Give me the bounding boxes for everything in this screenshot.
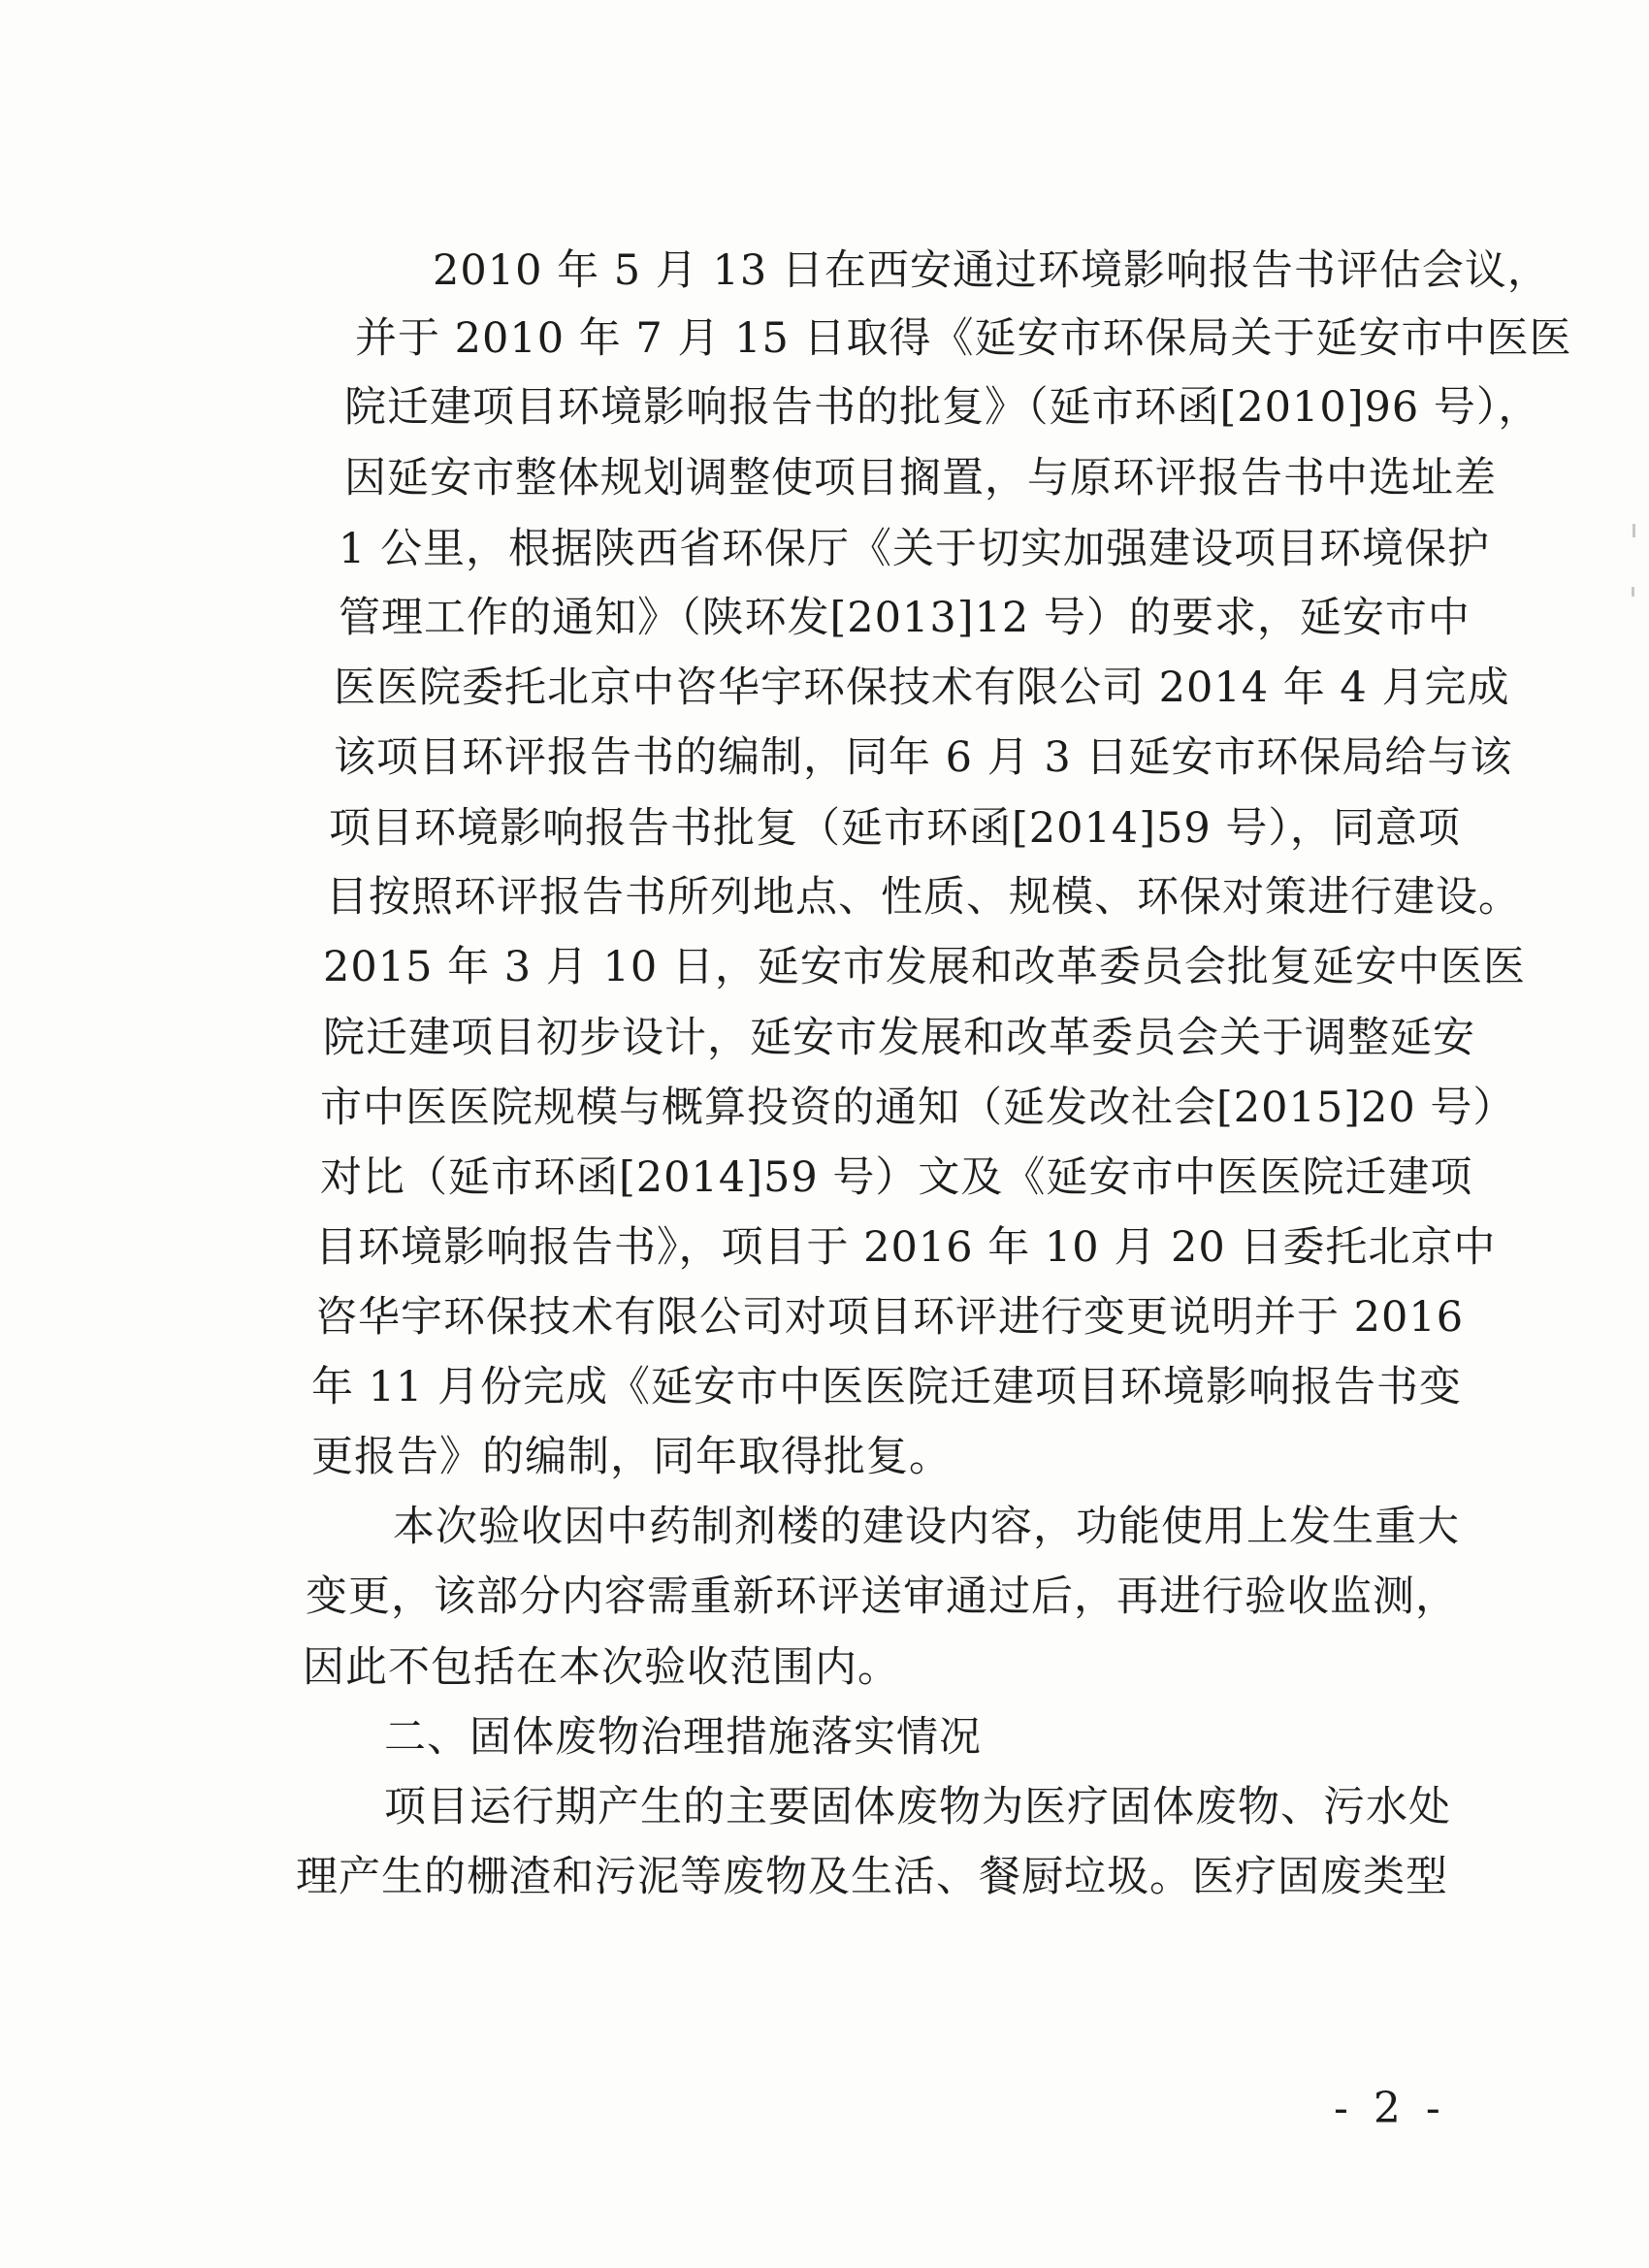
text-line: 理产生的栅渣和污泥等废物及生活、餐厨垃圾。医疗固废类型 (296, 1853, 1448, 1901)
text-line: 并于 2010 年 7 月 15 日取得《延安市环保局关于延安市中医医 (355, 314, 1572, 363)
text-line: 咨华宇环保技术有限公司对项目环评进行变更说明并于 2016 (315, 1293, 1465, 1342)
text-line: 1 公里，根据陕西省环保厅《关于切实加强建设项目环境保护 (339, 525, 1491, 573)
text-line: 该项目环评报告书的编制，同年 6 月 3 日延安市环保局给与该 (334, 733, 1513, 782)
text-line: 市中医医院规模与概算投资的通知（延发改社会[2015]20 号） (320, 1084, 1516, 1132)
page-number: - 2 - (1334, 2084, 1446, 2133)
section-heading: 二、固体废物治理措施落实情况 (384, 1713, 982, 1762)
text-line: 对比（延市环函[2014]59 号）文及《延安市中医医院迁建项 (320, 1153, 1473, 1202)
text-line: 管理工作的通知》（陕环发[2013]12 号）的要求，延安市中 (339, 594, 1471, 642)
text-line: 目按照环评报告书所列地点、性质、规模、环保对策进行建设。 (326, 873, 1521, 922)
text-line: 院迁建项目环境影响报告书的批复》（延市环函[2010]96 号）， (344, 383, 1541, 432)
text-line: 本次验收因中药制剂楼的建设内容，功能使用上发生重大 (393, 1503, 1460, 1551)
text-line: 项目环境影响报告书批复（延市环函[2014]59 号），同意项 (329, 804, 1461, 853)
text-line: 2015 年 3 月 10 日，延安市发展和改革委员会批复延安中医医 (323, 943, 1526, 991)
text-line: 年 11 月份完成《延安市中医医院迁建项目环境影响报告书变 (311, 1363, 1463, 1411)
scan-mark (1632, 587, 1634, 597)
text-line: 因延安市整体规划调整使项目搁置，与原环评报告书中选址差 (344, 454, 1497, 502)
text-line: 更报告》的编制，同年取得批复。 (311, 1433, 952, 1481)
text-line: 医医院委托北京中咨华宇环保技术有限公司 2014 年 4 月完成 (334, 664, 1510, 712)
text-line: 目环境影响报告书》，项目于 2016 年 10 月 20 日委托北京中 (315, 1223, 1497, 1272)
text-line: 院迁建项目初步设计，延安市发展和改革委员会关于调整延安 (323, 1014, 1475, 1062)
text-line: 因此不包括在本次验收范围内。 (303, 1643, 900, 1692)
text-line: 变更，该部分内容需重新环评送审通过后，再进行验收监测， (306, 1572, 1458, 1621)
text-line: 2010 年 5 月 13 日在西安通过环境影响报告书评估会议， (433, 246, 1550, 295)
text-line: 项目运行期产生的主要固体废物为医疗固体废物、污水处 (384, 1783, 1451, 1831)
scan-mark (1633, 524, 1635, 537)
